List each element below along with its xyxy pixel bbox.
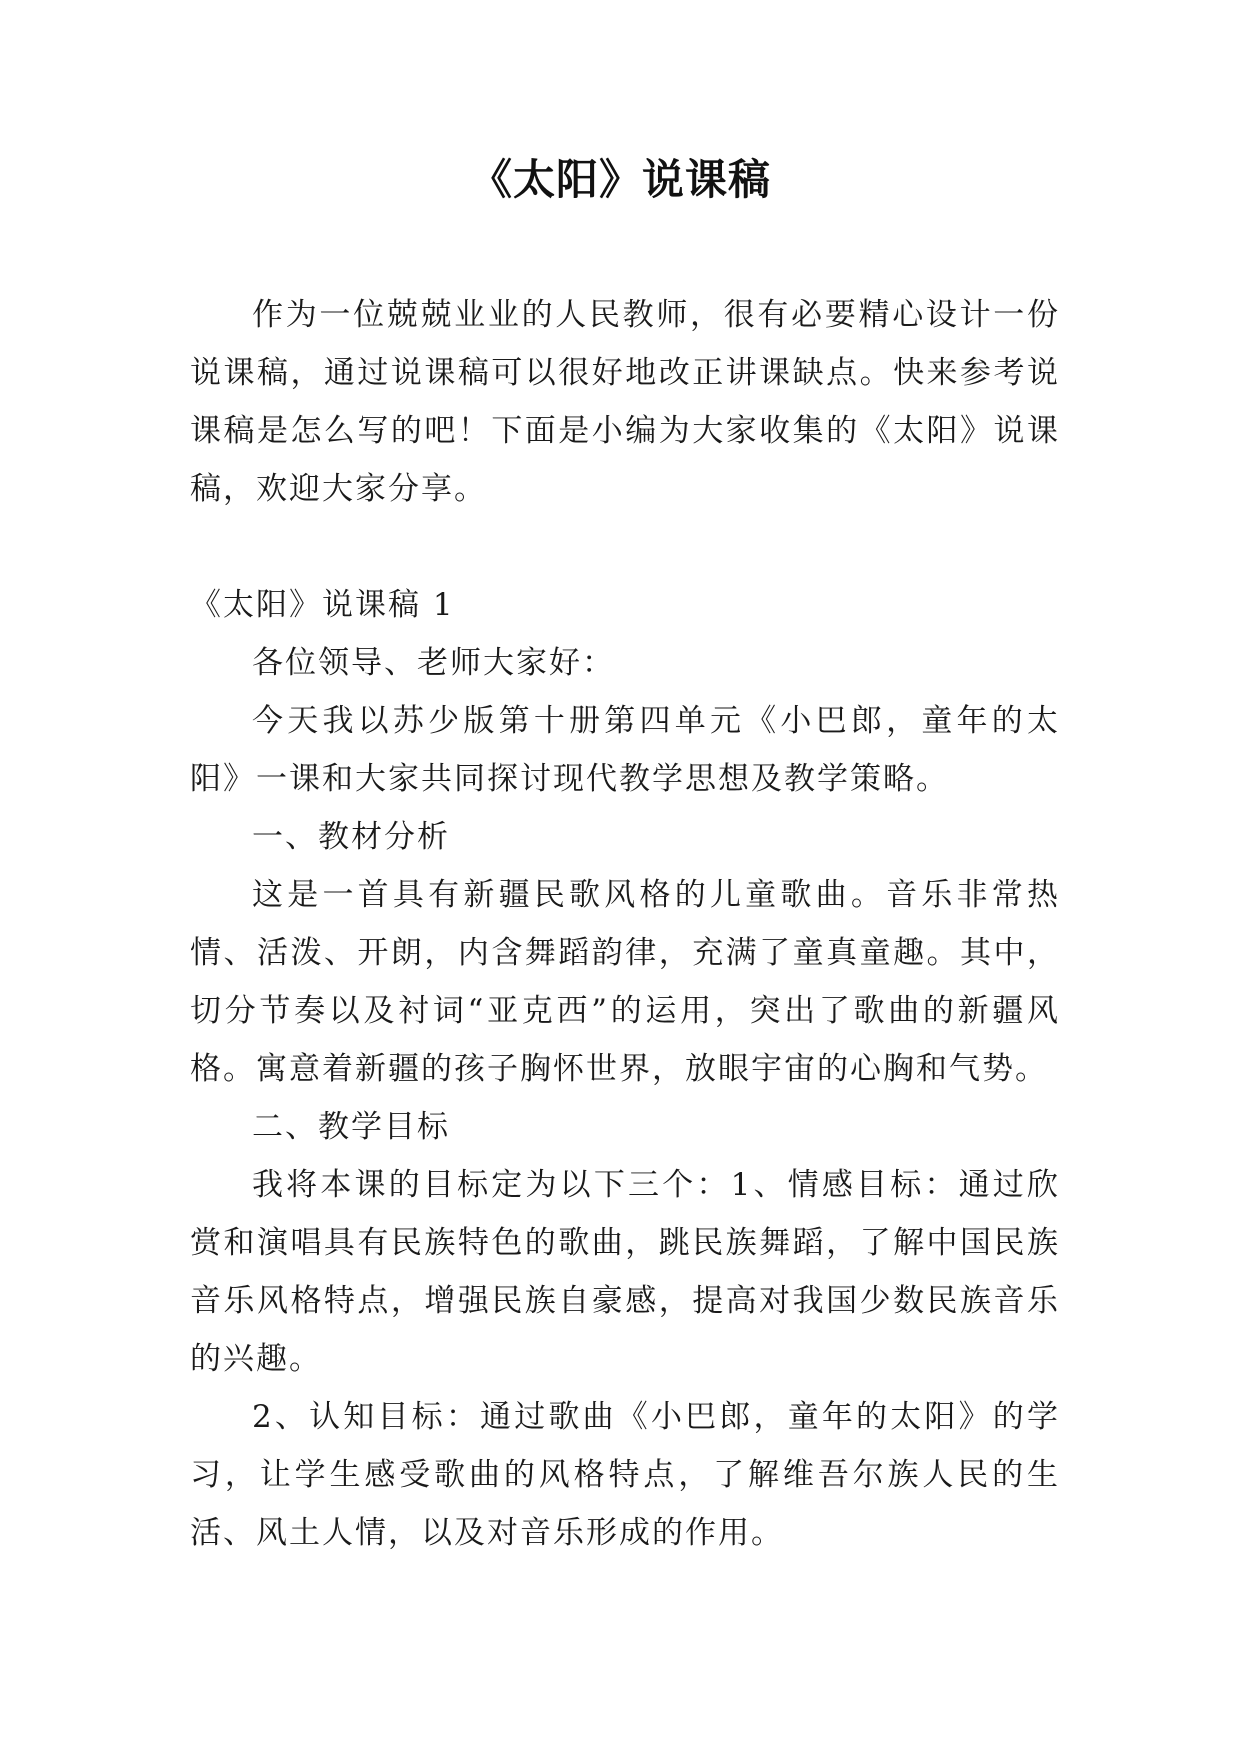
greeting-paragraph: 各位领导、老师大家好： — [252, 645, 615, 681]
topic-paragraph: 今天我以苏少版第十册第四单元《小巴郎，童年的太阳》一课和大家共同探讨现代教学思想及教学策略。 — [190, 703, 1060, 797]
cognitive-goal-paragraph: 2、认知目标：通过歌曲《小巴郎，童年的太阳》的学习，让学生感受歌曲的风格特点，了解维吾尔族人民的生活、风土人情，以及对音乐形成的作用。 — [190, 1399, 1060, 1551]
paragraph-gap — [190, 518, 1060, 576]
goals-paragraph: 我将本课的目标定为以下三个：1、情感目标：通过欣赏和演唱具有民族特色的歌曲，跳民族舞蹈，了解中国民族音乐风格特点，增强民族自豪感，提高对我国少数民族音乐的兴趣。 — [190, 1167, 1060, 1377]
intro-paragraph: 作为一位兢兢业业的人民教师，很有必要精心设计一份说课稿，通过说课稿可以很好地改正讲课缺点。快来参考说课稿是怎么写的吧！下面是小编为大家收集的《太阳》说课稿，欢迎大家分享。 — [190, 297, 1060, 507]
section-heading: 《太阳》说课稿 1 — [190, 587, 455, 623]
document-body — [190, 286, 1060, 1562]
heading-teaching-goals: 二、教学目标 — [252, 1109, 450, 1145]
material-analysis-paragraph: 这是一首具有新疆民歌风格的儿童歌曲。音乐非常热情、活泼、开朗，内含舞蹈韵律，充满了童真童趣。其中，切分节奏以及衬词“亚克西”的运用，突出了歌曲的新疆风格。寓意着新疆的孩子胸怀世界，放眼宇宙的心胸和气势。 — [190, 877, 1060, 1087]
heading-material-analysis: 一、教材分析 — [252, 819, 450, 855]
document-title: 《太阳》说课稿 — [469, 155, 771, 204]
